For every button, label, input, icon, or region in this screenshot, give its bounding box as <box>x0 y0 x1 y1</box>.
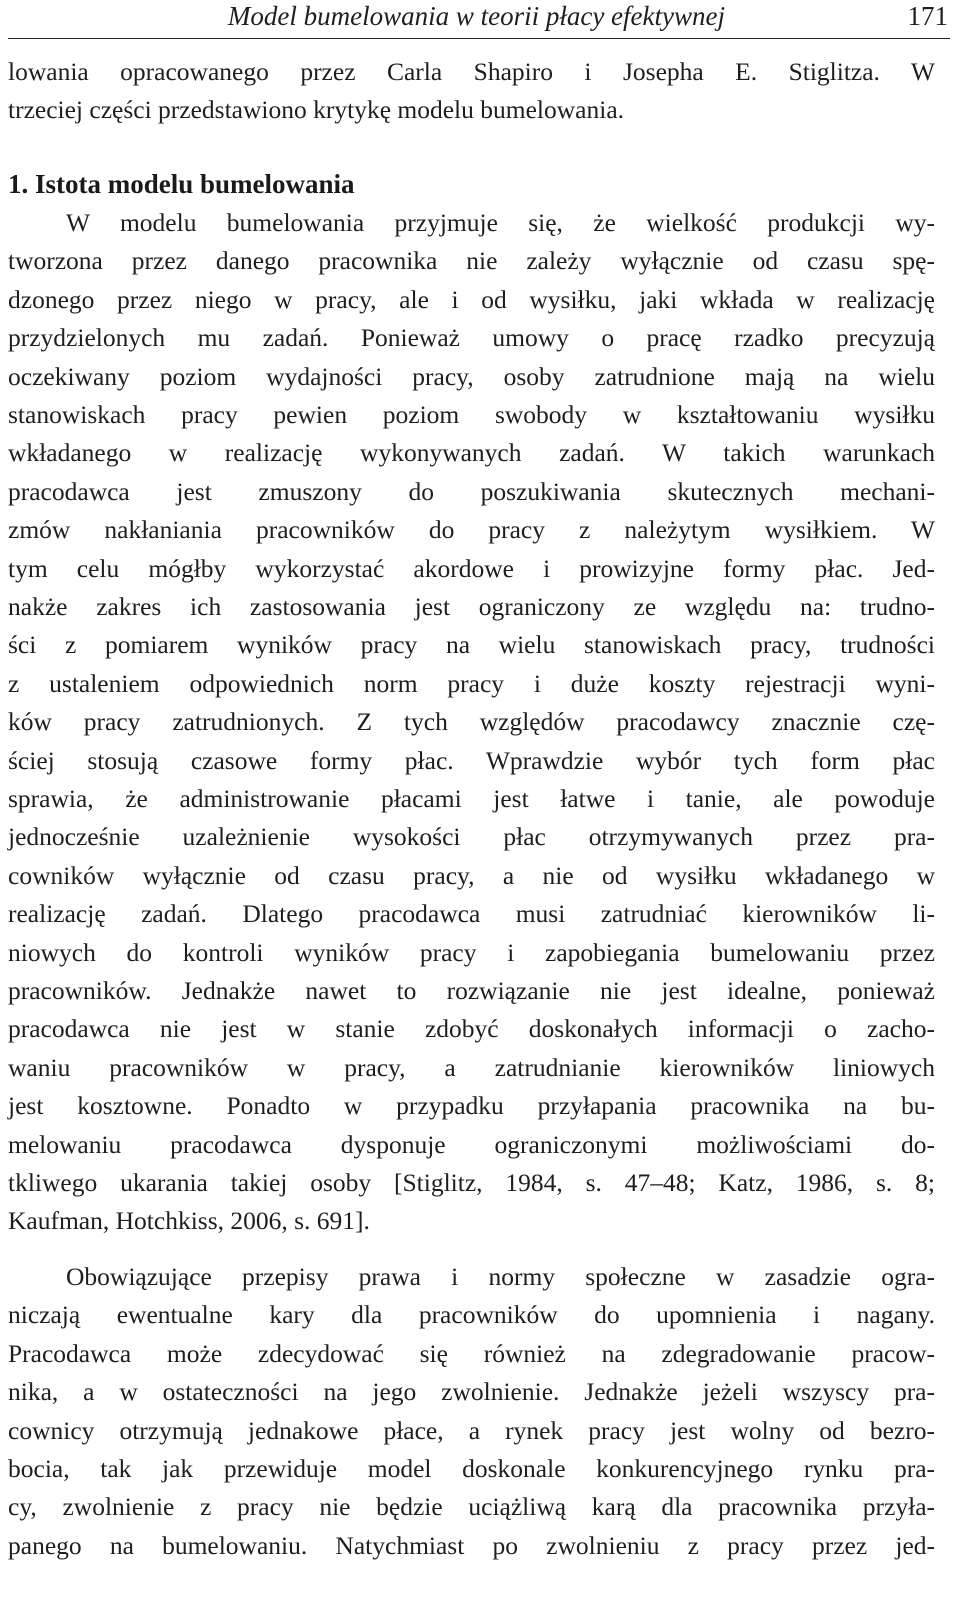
running-title: Model bumelowania w teorii płacy efektywnej <box>227 1 725 31</box>
paragraph-1-line: realizację zadań. Dlatego pracodawca musi zatrudniać kierowników li- <box>8 899 935 929</box>
paragraph-1-line: jednocześnie uzależnienie wysokości płac otrzymywanych przez pra- <box>8 822 935 852</box>
paragraph-1-line: dzonego przez niego w pracy, ale i od wysiłku, jaki wkłada w realizację <box>8 284 935 314</box>
paragraph-1-line: pracowników. Jednakże nawet to rozwiązanie nie jest idealne, ponieważ <box>8 976 935 1005</box>
paragraph-1-line: melowaniu pracodawca dysponuje ograniczonymi możliwościami do- <box>8 1129 935 1159</box>
paragraph-1-line: W modelu bumelowania przyjmuje się, że wielkość produkcji wy- <box>66 208 935 237</box>
paragraph-1-line: pracodawca jest zmuszony do poszukiwania skutecznych mechani- <box>8 476 935 506</box>
paragraph-1-line: z ustaleniem odpowiednich norm pracy i duże koszty rejestracji wyni- <box>8 668 935 698</box>
paragraph-2-line: Obowiązujące przepisy prawa i normy społeczne w zasadzie ogra- <box>66 1262 935 1291</box>
paragraph-1-line: nakże zakres ich zastosowania jest ograniczony ze względu na: trudno- <box>8 592 935 621</box>
paragraph-2-line: nika, a w ostateczności na jego zwolnienie. Jednakże jeżeli wszyscy pra- <box>8 1377 935 1407</box>
paragraph-1-line: Kaufman, Hotchkiss, 2006, s. 691]. <box>8 1206 370 1236</box>
paragraph-2-line: cy, zwolnienie z pracy nie będzie uciążliwą karą dla pracownika przyła- <box>8 1492 935 1522</box>
paragraph-1-line: ków pracy zatrudnionych. Z tych względów pracodawcy znacznie czę- <box>8 707 935 737</box>
paragraph-1-line: stanowiskach pracy pewien poziom swobody w kształtowaniu wysiłku <box>8 400 935 429</box>
paragraph-1-line: tym celu mógłby wykorzystać akordowe i prowizyjne formy płac. Jed- <box>8 553 935 583</box>
intro-line: trzeciej części przedstawiono krytykę modelu bumelowania. <box>8 95 625 125</box>
paragraph-1-line: jest kosztowne. Ponadto w przypadku przyłapania pracownika na bu- <box>8 1091 935 1121</box>
paragraph-1-line: przydzielonych mu zadań. Ponieważ umowy o pracę rzadko precyzują <box>8 323 935 353</box>
paragraph-1-line: ści z pomiarem wyników pracy na wielu stanowiskach pracy, trudności <box>8 630 935 660</box>
paragraph-1-line: cowników wyłącznie od czasu pracy, a nie od wysiłku wkładanego w <box>8 860 935 890</box>
page-number: 171 <box>907 1 948 31</box>
paragraph-2-line: Pracodawca może zdecydować się również na zdegradowanie pracow- <box>8 1338 935 1368</box>
section-heading: 1. Istota modelu bumelowania <box>8 169 355 199</box>
paragraph-1-line: sprawia, że administrowanie płacami jest łatwe i tanie, ale powoduje <box>8 784 935 813</box>
intro-line: lowania opracowanego przez Carla Shapiro i Josepha E. Stiglitza. W <box>8 57 935 86</box>
paragraph-1-line: niowych do kontroli wyników pracy i zapobiegania bumelowaniu przez <box>8 937 935 967</box>
paragraph-1-line: waniu pracowników w pracy, a zatrudnianie kierowników liniowych <box>8 1052 935 1082</box>
paragraph-2-line: niczają ewentualne kary dla pracowników do upomnienia i nagany. <box>8 1300 935 1330</box>
paragraph-1-line: zmów nakłaniania pracowników do pracy z należytym wysiłkiem. W <box>8 515 935 545</box>
paragraph-1-line: wkładanego w realizację wykonywanych zadań. W takich warunkach <box>8 438 935 468</box>
running-header <box>8 0 950 39</box>
paragraph-1-line: oczekiwany poziom wydajności pracy, osoby zatrudnione mają na wielu <box>8 361 935 391</box>
paragraph-1-line: tworzona przez danego pracownika nie zależy wyłącznie od czasu spę- <box>8 246 935 276</box>
paragraph-1-line: pracodawca nie jest w stanie zdobyć doskonałych informacji o zacho- <box>8 1014 935 1044</box>
paragraph-2-line: bocia, tak jak przewiduje model doskonale konkurencyjnego rynku pra- <box>8 1454 935 1483</box>
paragraph-1-line: tkliwego ukarania takiej osoby [Stiglitz, 1984, s. 47–48; Katz, 1986, s. 8; <box>8 1168 935 1197</box>
paragraph-2-line: panego na bumelowaniu. Natychmiast po zwolnieniu z pracy przez jed- <box>8 1530 935 1560</box>
paragraph-2-line: cownicy otrzymują jednakowe płace, a rynek pracy jest wolny od bezro- <box>8 1415 935 1445</box>
paragraph-1-line: ściej stosują czasowe formy płac. Wprawdzie wybór tych form płac <box>8 745 935 775</box>
